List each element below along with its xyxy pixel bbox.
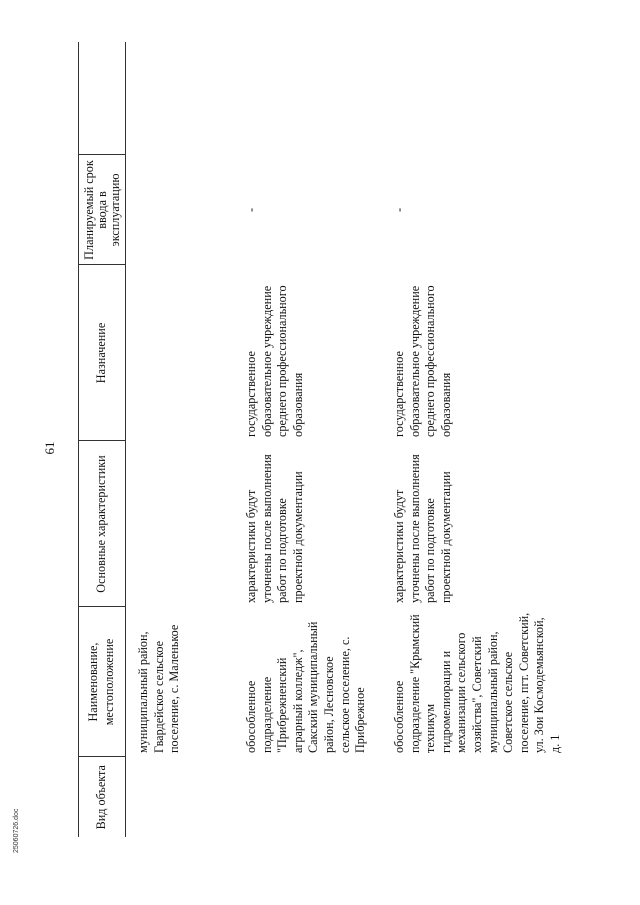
table-row-continuation [126, 42, 239, 837]
cell-type [238, 757, 386, 837]
cell-characteristics [126, 441, 239, 607]
cell-name: муниципальный район, Гвардейское сельское поселение, с. Маленькое [136, 624, 182, 753]
cell-date [126, 155, 239, 265]
cell-type [386, 757, 566, 837]
objects-table [78, 42, 566, 837]
cell-name: обособленное подразделение "Прибрежненский аграрный колледж", Сакский муниципальный район, Лесновское сельское поселение, с. Прибрежное [244, 621, 368, 753]
header-object-type: Вид объекта [79, 757, 126, 837]
cell-characteristics: характеристики будут уточнены после выполнения работ по подготовке проектной документации [244, 454, 305, 603]
cell-purpose: государственное образовательное учреждение среднего профессионального образования [392, 285, 453, 437]
cell-characteristics: характеристики будут уточнены после выполнения работ по подготовке проектной документации [392, 454, 453, 603]
page-number: 61 [42, 441, 57, 455]
rotated-table-container [78, 42, 562, 837]
header-purpose: Назначение [79, 265, 126, 441]
header-commissioning-date: Планируемый срок ввода в эксплуатацию [79, 155, 126, 265]
cell-type [126, 757, 239, 837]
table-header [79, 42, 126, 837]
cell-spacer [238, 42, 386, 155]
cell-spacer [386, 42, 566, 155]
cell-name: обособленное подразделение "Крымский техникум гидромелиорации и механизации сельского хозяйства", Советский муниципальный район, Советское сельское поселение, пгт. Советский, ул. Зои Космодемьянской, д. 1 [392, 612, 562, 753]
cell-purpose [126, 265, 239, 441]
cell-purpose: государственное образовательное учреждение среднего профессионального образования [244, 285, 305, 437]
cell-date: - [244, 207, 258, 213]
document-code: 25060726.doc [13, 808, 20, 853]
header-characteristics: Основные характеристики [79, 441, 126, 607]
table-body [126, 42, 566, 837]
cell-date: - [392, 207, 406, 213]
table-row [386, 42, 566, 837]
header-name-location: Наименование, местоположение [79, 607, 126, 757]
table-row [238, 42, 386, 837]
cell-spacer [126, 42, 239, 155]
header-spacer [79, 42, 126, 155]
